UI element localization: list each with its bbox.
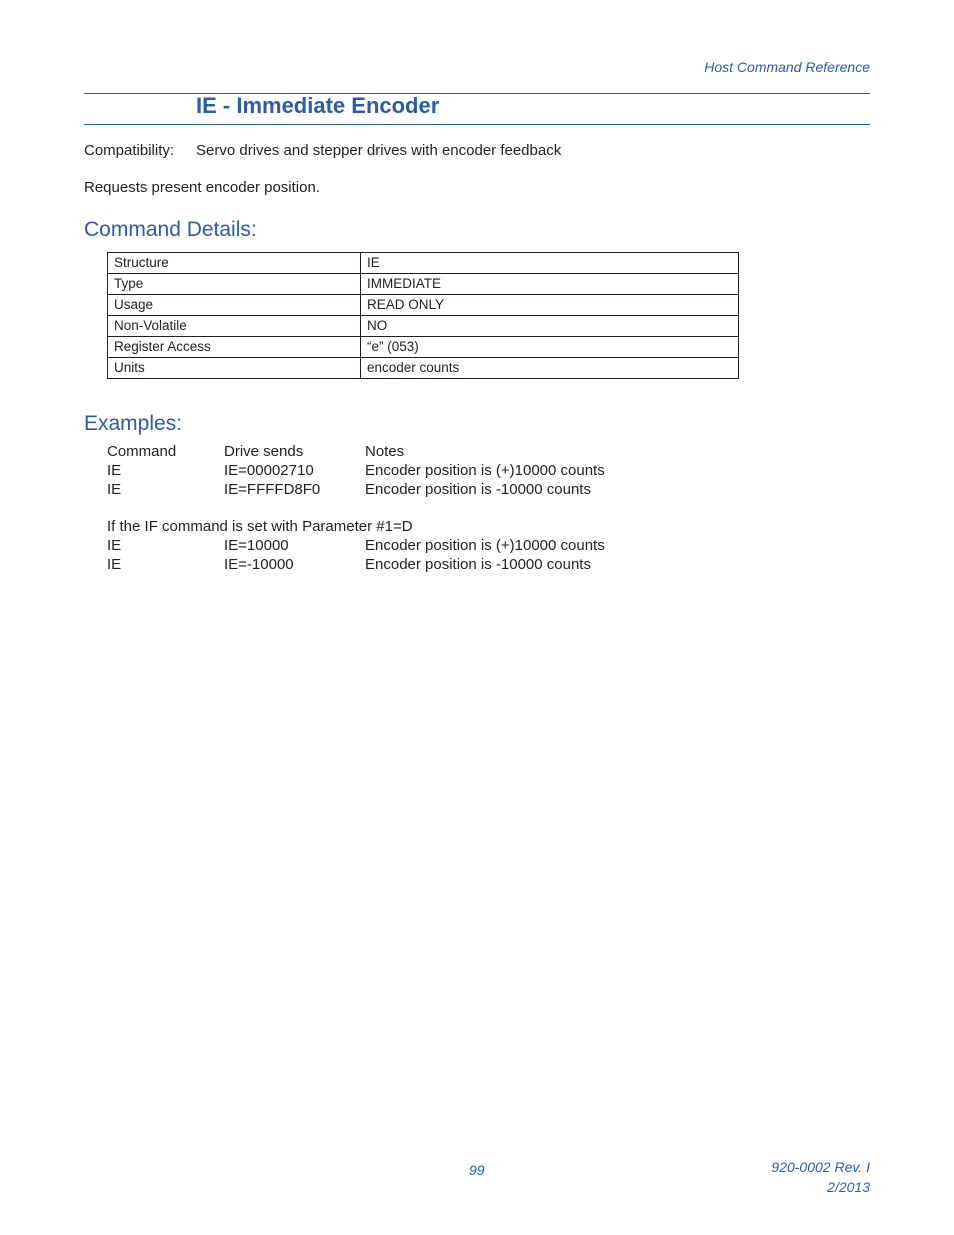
- page-number: 99: [469, 1162, 485, 1178]
- detail-value: “e” (053): [361, 337, 739, 358]
- example-row: [107, 537, 807, 556]
- example-row: [107, 556, 807, 575]
- detail-label: Units: [108, 358, 361, 379]
- table-row: [108, 253, 739, 274]
- example-notes: Encoder position is (+)10000 counts: [365, 462, 605, 479]
- example-row: [107, 481, 807, 500]
- example-drive-sends: IE=-10000: [224, 556, 294, 573]
- compatibility-value: Servo drives and stepper drives with encoder feedback: [196, 142, 562, 159]
- doc-number: 920-0002 Rev. I: [771, 1159, 870, 1175]
- examples-heading: Examples:: [84, 412, 183, 435]
- example-command: IE: [107, 556, 122, 573]
- column-header-notes: Notes: [365, 443, 405, 460]
- header-reference: Host Command Reference: [704, 59, 870, 75]
- detail-label: Non-Volatile: [108, 316, 361, 337]
- example-drive-sends: IE=00002710: [224, 462, 314, 479]
- detail-value: READ ONLY: [361, 295, 739, 316]
- table-row: [108, 274, 739, 295]
- detail-label: Usage: [108, 295, 361, 316]
- command-details-heading: Command Details:: [84, 218, 257, 241]
- column-header-drive-sends: Drive sends: [224, 443, 304, 460]
- table-row: [108, 358, 739, 379]
- example-row: [107, 462, 807, 481]
- column-header-command: Command: [107, 443, 177, 460]
- detail-label: Register Access: [108, 337, 361, 358]
- doc-date: 2/2013: [827, 1179, 870, 1195]
- example-command: IE: [107, 481, 122, 498]
- table-row: [108, 337, 739, 358]
- description: Requests present encoder position.: [84, 179, 320, 196]
- table-row: [108, 316, 739, 337]
- examples-note-text: If the IF command is set with Parameter #1=D: [107, 518, 413, 535]
- example-notes: Encoder position is -10000 counts: [365, 556, 591, 573]
- detail-label: Structure: [108, 253, 361, 274]
- detail-value: IMMEDIATE: [361, 274, 739, 295]
- example-drive-sends: IE=FFFFD8F0: [224, 481, 321, 498]
- detail-value: NO: [361, 316, 739, 337]
- compatibility-label: Compatibility:: [84, 142, 175, 159]
- example-command: IE: [107, 537, 122, 554]
- example-notes: Encoder position is (+)10000 counts: [365, 537, 605, 554]
- detail-label: Type: [108, 274, 361, 295]
- detail-value: IE: [361, 253, 739, 274]
- examples-header-row: [107, 443, 807, 462]
- detail-value: encoder counts: [361, 358, 739, 379]
- page-title: IE - Immediate Encoder: [196, 93, 440, 118]
- table-row: [108, 295, 739, 316]
- example-drive-sends: IE=10000: [224, 537, 289, 554]
- example-notes: Encoder position is -10000 counts: [365, 481, 591, 498]
- title-bottom-rule: [84, 124, 870, 125]
- examples-note: [107, 518, 807, 537]
- command-details-table: [107, 252, 739, 379]
- example-command: IE: [107, 462, 122, 479]
